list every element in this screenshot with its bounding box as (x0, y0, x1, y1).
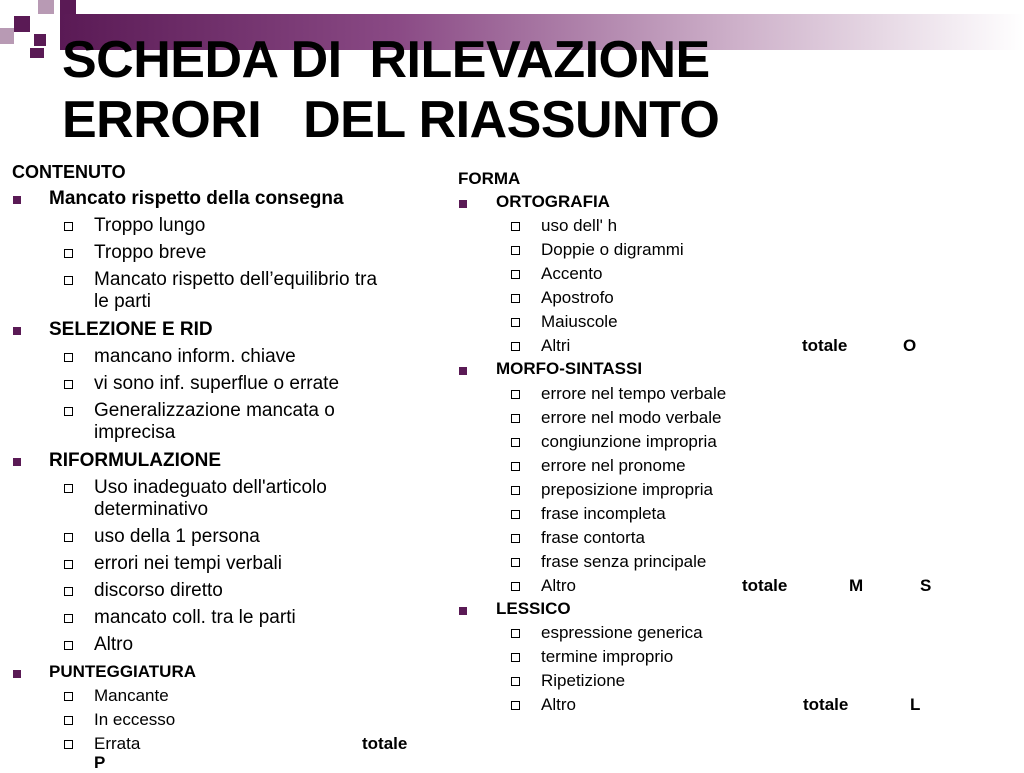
list-item: Uso inadeguato dell'articolo (94, 477, 327, 498)
checkbox-icon (64, 222, 73, 231)
list-item: Apostrofo (541, 288, 614, 307)
list-item: Altro (541, 695, 576, 714)
section-heading: FORMA (458, 169, 521, 188)
list-item: Troppo lungo (94, 215, 206, 236)
bullet-icon (13, 670, 21, 678)
total-letter: P (94, 753, 106, 772)
total-letter: S (920, 576, 932, 595)
checkbox-icon (511, 222, 520, 231)
list-item: Altro (94, 634, 134, 655)
list-item: frase incompleta (541, 504, 666, 523)
decoration-square (34, 34, 46, 46)
checkbox-icon (511, 294, 520, 303)
list-item: mancano inform. chiave (94, 346, 296, 367)
list-item: mancato coll. tra le parti (94, 607, 296, 628)
checkbox-icon (511, 414, 520, 423)
checkbox-icon (511, 486, 520, 495)
list-item: errore nel modo verbale (541, 408, 722, 427)
checkbox-icon (511, 510, 520, 519)
checkbox-icon (64, 249, 73, 258)
list-item-continuation: le parti (94, 291, 152, 312)
list-item: errore nel tempo verbale (541, 384, 727, 403)
total-label: totale (803, 695, 849, 714)
checkbox-icon (511, 246, 520, 255)
list-item: uso dell' h (541, 216, 618, 235)
checkbox-icon (64, 716, 73, 725)
total-letter: M (849, 576, 864, 595)
list-item: Altri (541, 336, 571, 355)
list-item: In eccesso (94, 710, 176, 729)
total-label: totale (802, 336, 848, 355)
checkbox-icon (64, 380, 73, 389)
checkbox-icon (64, 276, 73, 285)
checkbox-icon (511, 558, 520, 567)
section-heading: CONTENUTO (12, 162, 126, 182)
checkbox-icon (511, 629, 520, 638)
checkbox-icon (64, 533, 73, 542)
checkbox-icon (511, 701, 520, 710)
list-item: errore nel pronome (541, 456, 686, 475)
list-item-continuation: determinativo (94, 499, 209, 520)
decoration-square (38, 0, 54, 14)
checkbox-icon (511, 342, 520, 351)
list-item: uso della 1 persona (94, 526, 260, 547)
checkbox-icon (511, 534, 520, 543)
list-item: errori nei tempi verbali (94, 553, 282, 574)
checkbox-icon (64, 407, 73, 416)
checkbox-icon (64, 740, 73, 749)
bullet-icon (459, 367, 467, 375)
category-label: RIFORMULAZIONE (49, 450, 222, 471)
list-item: preposizione impropria (541, 480, 713, 499)
decoration-square (14, 16, 30, 32)
list-item: Errata (94, 734, 141, 753)
checkbox-icon (511, 318, 520, 327)
category-label: MORFO-SINTASSI (496, 359, 643, 378)
checkbox-icon (64, 692, 73, 701)
list-item: discorso diretto (94, 580, 223, 601)
bullet-icon (459, 200, 467, 208)
checkbox-icon (64, 614, 73, 623)
list-item: Ripetizione (541, 671, 626, 690)
bullet-icon (13, 327, 21, 335)
checkbox-icon (64, 484, 73, 493)
bullet-icon (13, 196, 21, 204)
bullet-icon (13, 458, 21, 466)
category-label: PUNTEGGIATURA (49, 662, 197, 681)
checkbox-icon (64, 353, 73, 362)
list-item: Generalizzazione mancata o (94, 400, 335, 421)
checkbox-icon (511, 390, 520, 399)
category-label: Mancato rispetto della consegna (49, 188, 344, 209)
list-item: Troppo breve (94, 242, 207, 263)
checkbox-icon (511, 677, 520, 686)
checkbox-icon (511, 582, 520, 591)
list-item: Accento (541, 264, 603, 283)
total-letter: L (910, 695, 921, 714)
list-item: Mancante (94, 686, 169, 705)
list-item: frase contorta (541, 528, 645, 547)
category-label: ORTOGRAFIA (496, 192, 610, 211)
total-label: totale (742, 576, 788, 595)
list-item-continuation: imprecisa (94, 422, 176, 443)
checkbox-icon (64, 560, 73, 569)
decoration-square (0, 28, 14, 44)
checkbox-icon (511, 653, 520, 662)
list-item: Maiuscole (541, 312, 618, 331)
decoration-square (30, 48, 44, 58)
list-item: congiunzione impropria (541, 432, 717, 451)
list-item: vi sono inf. superflue o errate (94, 373, 340, 394)
list-item: Mancato rispetto dell’equilibrio tra (94, 269, 378, 290)
list-item: frase senza principale (541, 552, 707, 571)
category-label: LESSICO (496, 599, 571, 618)
page-title: SCHEDA DI RILEVAZIONE ERRORI DEL RIASSUNTO (62, 31, 720, 149)
bullet-icon (459, 607, 467, 615)
category-label: SELEZIONE E RID (49, 319, 213, 340)
total-letter: O (903, 336, 917, 355)
list-item: Doppie o digrammi (541, 240, 684, 259)
total-label: totale (362, 734, 408, 753)
checkbox-icon (511, 438, 520, 447)
checkbox-icon (64, 641, 73, 650)
checkbox-icon (64, 587, 73, 596)
decoration-square (60, 0, 76, 14)
list-item: Altro (541, 576, 576, 595)
checkbox-icon (511, 270, 520, 279)
list-item: termine improprio (541, 647, 674, 666)
checkbox-icon (511, 462, 520, 471)
list-item: espressione generica (541, 623, 703, 642)
